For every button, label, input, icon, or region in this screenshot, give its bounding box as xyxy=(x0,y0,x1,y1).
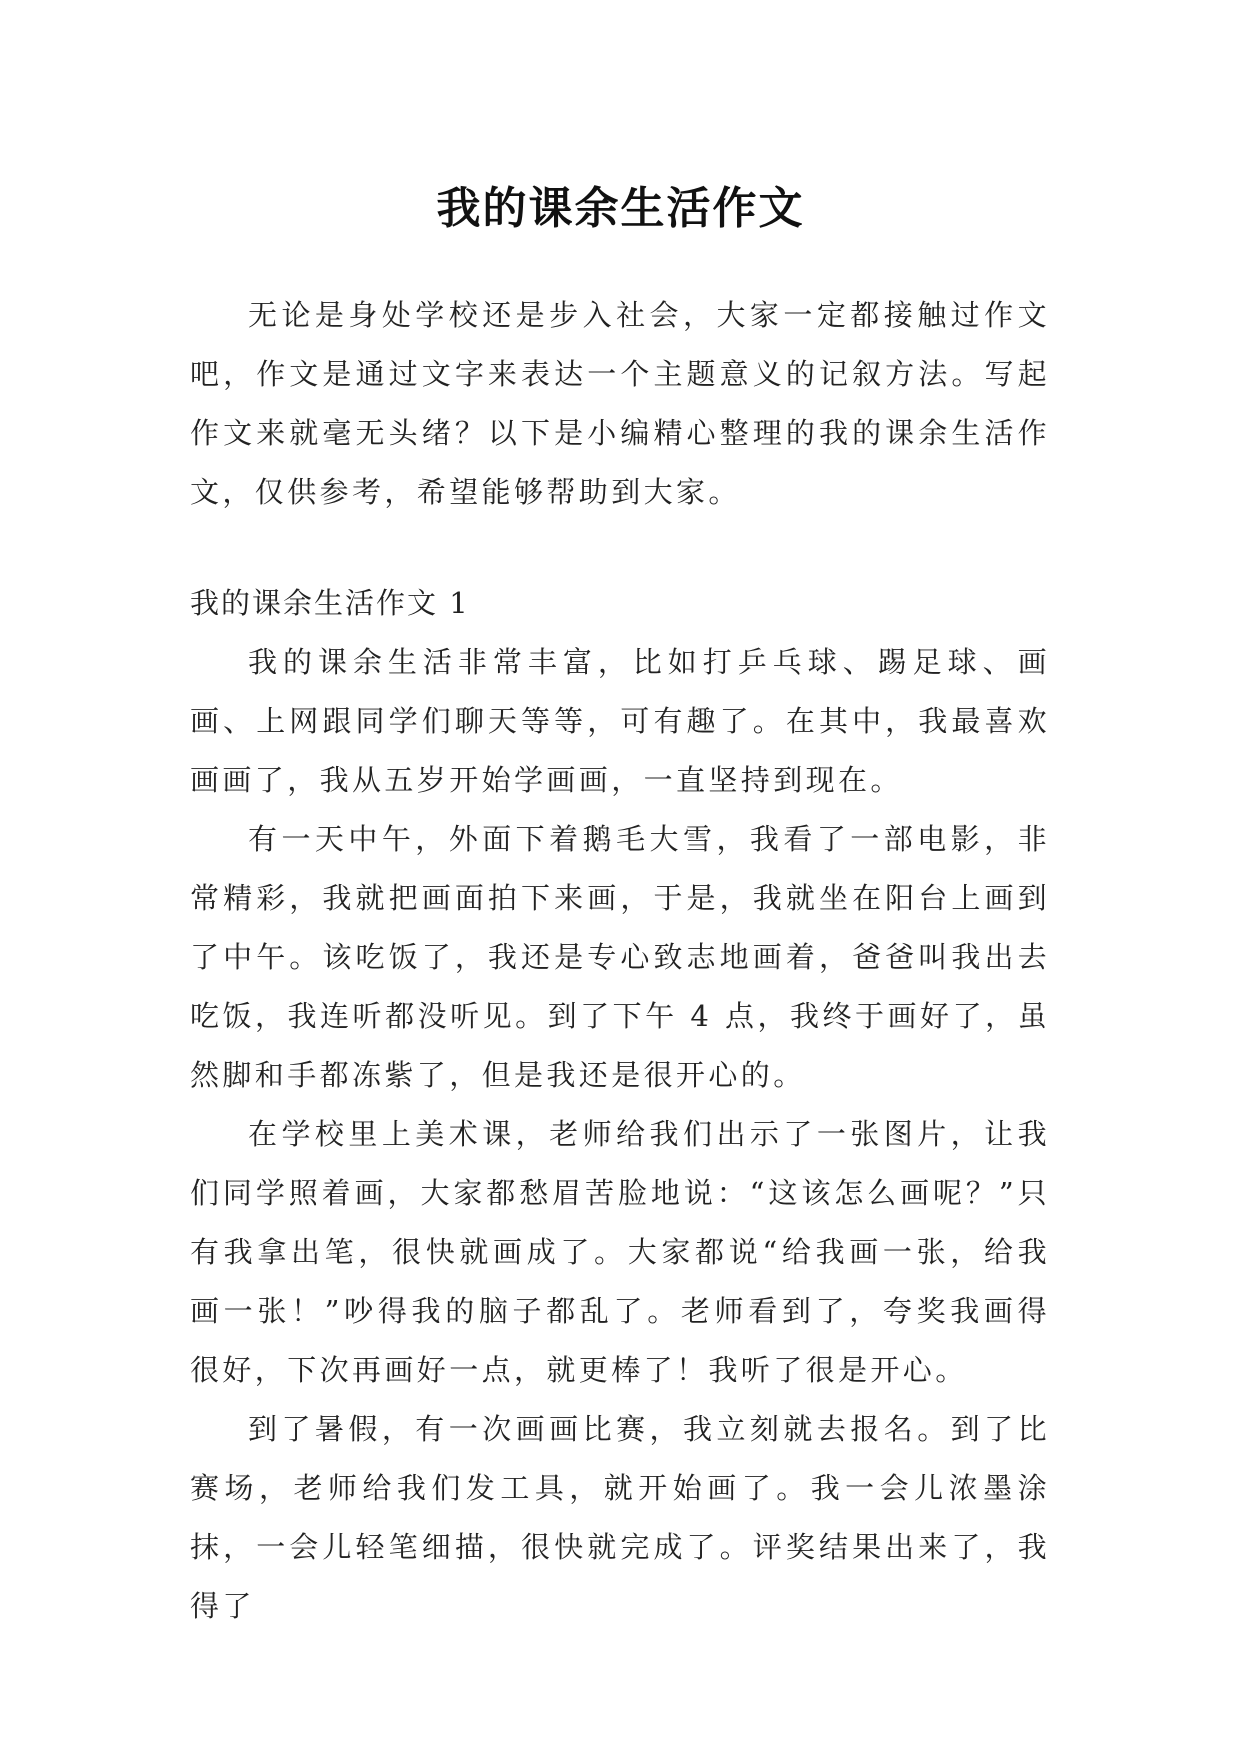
body-paragraph: 在学校里上美术课，老师给我们出示了一张图片，让我们同学照着画，大家都愁眉苦脸地说：“这该怎么画呢？”只有我拿出笔，很快就画成了。大家都说“给我画一张，给我画一张！”吵得我的脑子都乱了。老师看到了，夸奖我画得很好，下次再画好一点，就更棒了！我听了很是开心。 xyxy=(190,1117,1050,1387)
intro-paragraph: 无论是身处学校还是步入社会，大家一定都接触过作文吧，作文是通过文字来表达一个主题意义的记叙方法。写起作文来就毫无头绪？以下是小编精心整理的我的课余生活作文，仅供参考，希望能够帮助到大家。 xyxy=(190,298,1050,509)
document-body xyxy=(190,286,1050,1636)
body-paragraph: 有一天中午，外面下着鹅毛大雪，我看了一部电影，非常精彩，我就把画面拍下来画，于是，我就坐在阳台上画到了中午。该吃饭了，我还是专心致志地画着，爸爸叫我出去吃饭，我连听都没听见。到了下午 4 点，我终于画好了，虽然脚和手都冻紫了，但是我还是很开心的。 xyxy=(190,822,1050,1092)
body-paragraph: 到了暑假，有一次画画比赛，我立刻就去报名。到了比赛场，老师给我们发工具，就开始画了。我一会儿浓墨涂抹，一会儿轻笔细描，很快就完成了。评奖结果出来了，我得了 xyxy=(190,1412,1050,1623)
document-title: 我的课余生活作文 xyxy=(436,183,805,235)
body-paragraph: 我的课余生活非常丰富，比如打乒乓球、踢足球、画画、上网跟同学们聊天等等，可有趣了。在其中，我最喜欢画画了，我从五岁开始学画画，一直坚持到现在。 xyxy=(190,645,1050,797)
section-heading: 我的课余生活作文 1 xyxy=(190,586,470,620)
